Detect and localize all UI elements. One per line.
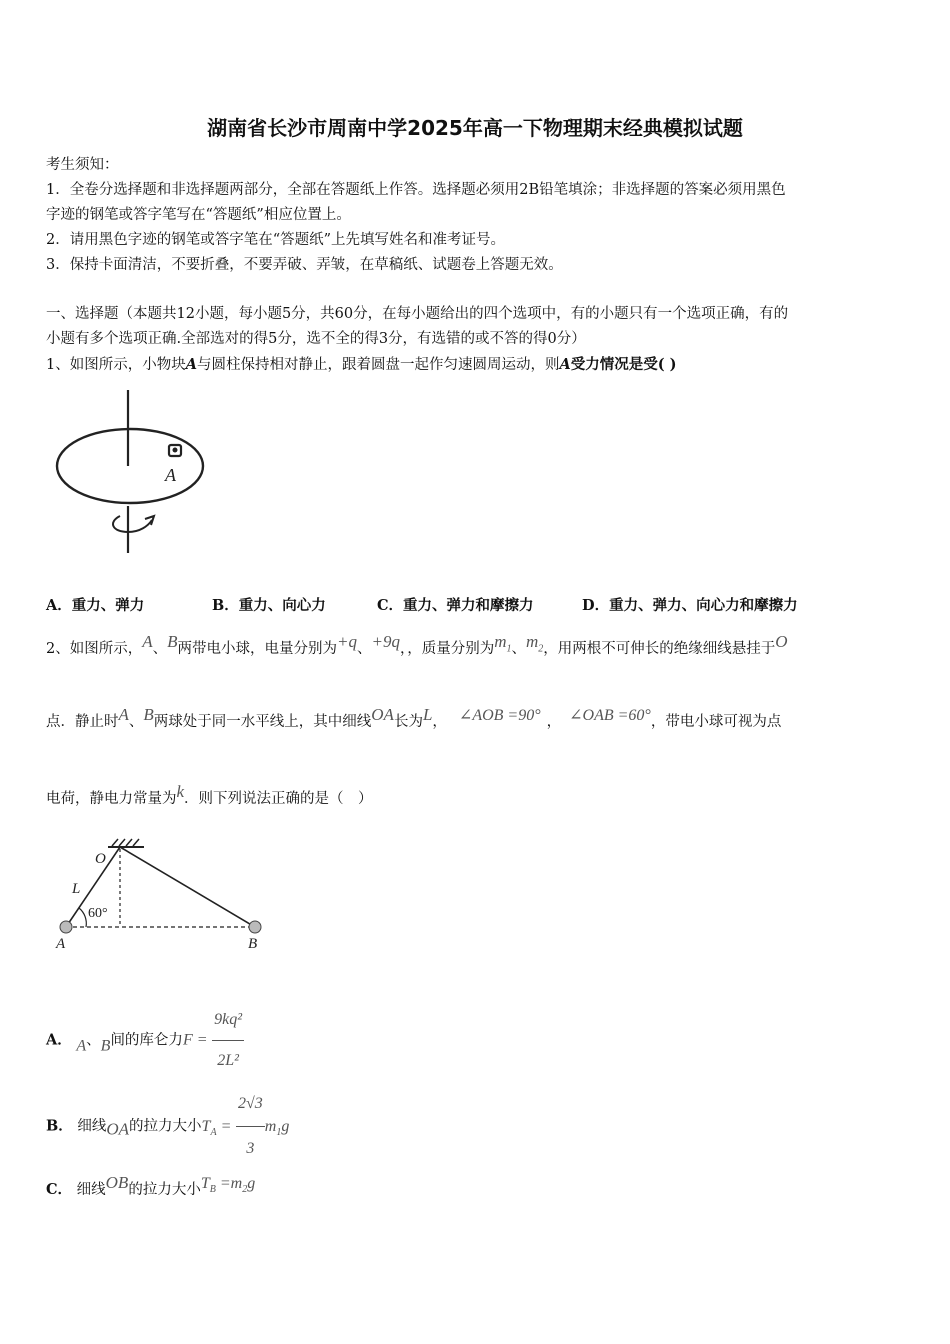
q1-option-d[interactable]: D．重力、弹力、向心力和摩擦力 (582, 597, 798, 614)
figure-1-rotating-disk (48, 388, 218, 563)
section-instructions: 小题有多个选项正确.全部选对的得5分，选不全的得3分，有选错的或不答的得0分） (46, 331, 586, 347)
ceiling-hatch (112, 839, 139, 846)
q2-option-a[interactable]: A． A、B间的库仑力F = $\frac{\text{9kq²}}{\text{2L²}}$ (46, 1000, 244, 1081)
ball-b (249, 921, 261, 933)
label-a: A (56, 936, 66, 952)
question-2-line-1: 2、如图所示，$^A$、$^B$两带电小球，电量分别为$^{+q}$、$^{+9q}$，，质量分别为$^{m_1}$、$^{m_2}$，用两根不可伸长的绝缘细线悬挂于$^O$ (46, 632, 788, 657)
notice-item: 3．保持卡面清洁，不要折叠，不要弄破、弄皱，在草稿纸、试题卷上答题无效。 (46, 257, 563, 273)
notice-heading: 考生须知： (46, 157, 119, 173)
label-a: A (165, 465, 176, 485)
notice-item: 1．全卷分选择题和非选择题两部分，全部在答题纸上作答。选择题必须用2B铅笔填涂；非选择题的答案必须用黑色 (46, 182, 786, 198)
q1-option-b[interactable]: B．重力、向心力 (212, 597, 326, 614)
label-angle: 60° (88, 906, 108, 921)
block-a-dot (173, 448, 178, 453)
q2-option-b[interactable]: B． 细线OA的拉力大小$T_A$ = $\frac{2√3}{3}$ $m_1g$ (46, 1082, 289, 1171)
angle-arc (79, 908, 86, 927)
q2-option-c[interactable]: C． 细线$^{OB}$的拉力大小$^{T_B =m_2g}$ (46, 1173, 256, 1198)
question-1-stem: 1、如图所示，小物块A与圆柱保持相对静止，跟着圆盘一起作匀速圆周运动，则A受力情况是受( ) (46, 356, 677, 373)
ball-a (60, 921, 72, 933)
figure-2-suspended-charges (50, 835, 280, 960)
page-title: 湖南省长沙市周南中学2025年高一下物理期末经典模拟试题 (207, 116, 743, 140)
notice-item: 字迹的钢笔或答字笔写在“答题纸”相应位置上。 (46, 207, 351, 223)
label-l: L (72, 881, 81, 897)
label-o: O (95, 851, 106, 867)
question-2-line-3: 电荷，静电力常量为$^k$．则下列说法正确的是（ ） (46, 782, 373, 807)
notice-item: 2．请用黑色字迹的钢笔或答字笔在“答题纸”上先填写姓名和准考证号。 (46, 232, 506, 248)
section-instructions: 一、选择题（本题共12小题，每小题5分，共60分，在每小题给出的四个选项中，有的小题只有一个选项正确，有的 (46, 306, 789, 322)
disk-ellipse (57, 429, 203, 503)
q1-option-c[interactable]: C．重力、弹力和摩擦力 (377, 597, 534, 614)
q1-option-a[interactable]: A．重力、弹力 (46, 597, 145, 614)
label-b: B (248, 936, 258, 952)
question-2-line-2: 点．静止时$^A$、$^B$两球处于同一水平线上，其中细线$^{OA}$长为$^L$， $^{\angle AOB =90^\circ}$ ， $^{\angle OAB =60^\circ}$，带电小球可视为点 (46, 705, 782, 730)
string-ob (120, 847, 255, 927)
